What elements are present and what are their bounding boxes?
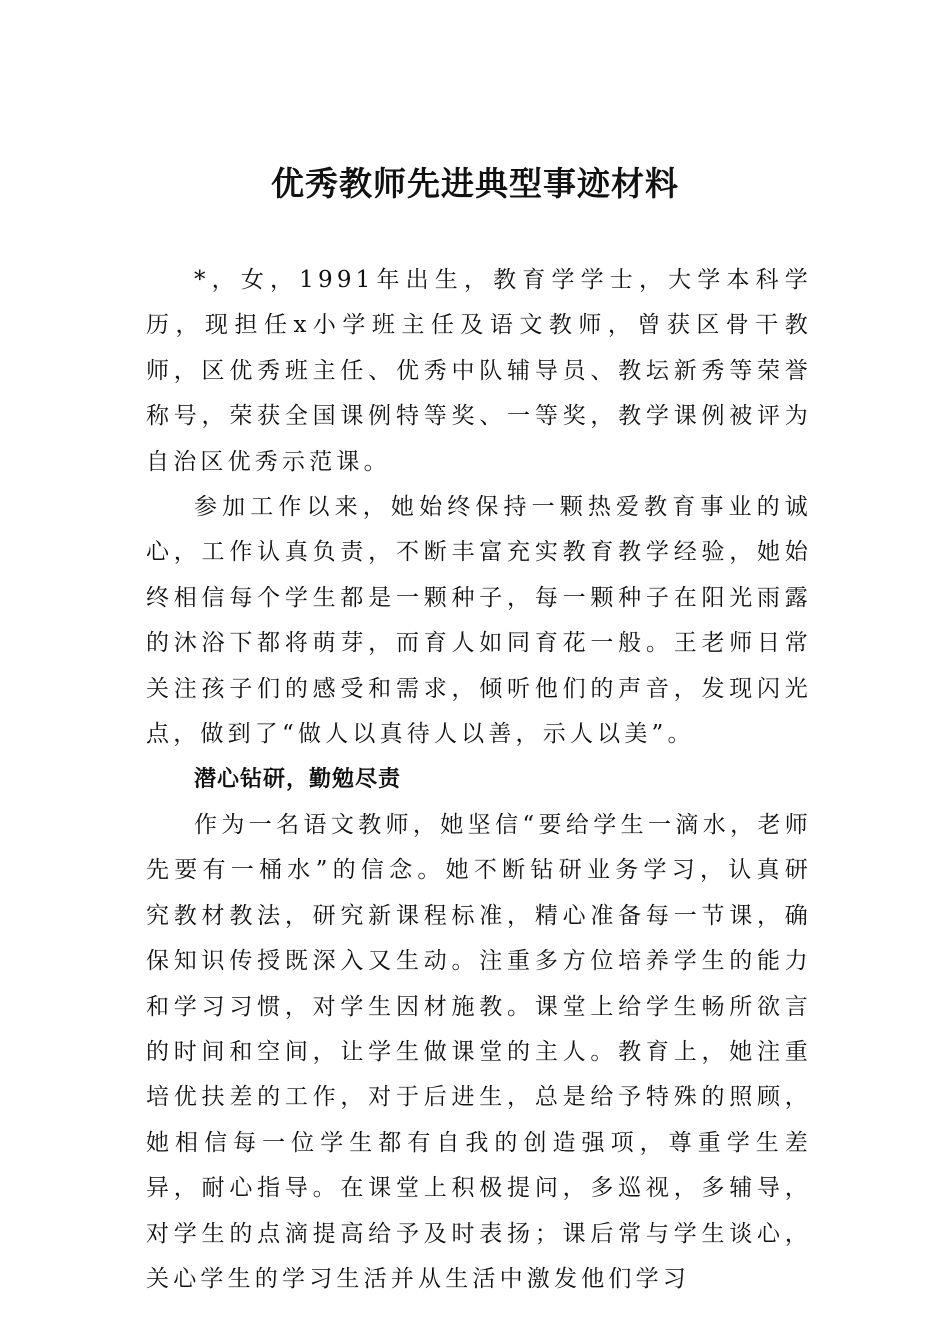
paragraph-section: 作为一名语文教师，她坚信“要给学生一滴水，老师先要有一桶水”的信念。她不断钻研业务学习，认真研究教材教法，研究新课程标准，精心准备每一节课，确保知识传授既深入又生动。注重多方位培养学生的能力和学习习惯，对学生因材施教。课堂上给学生畅所欲言的时间和空间，让学生做课堂的主人。教育上，她注重培优扶差的工作，对于后进生，总是给予特殊的照顾，她相信每一位学生都有自我的创造强项，尊重学生差异，耐心指导。在课堂上积极提问，多巡视，多辅导，对学生的点滴提高给予及时表扬；课后常与学生谈心，关心学生的学习生活并从生活中激发他们学习 — [146, 811, 812, 1292]
paragraph-work: 参加工作以来，她始终保持一颗热爱教育事业的诚心，工作认真负责，不断丰富充实教育教学经验，她始终相信每个学生都是一颗种子，每一颗种子在阳光雨露的沐浴下都将萌芽，而育人如同育花一般。王老师日常关注孩子们的感受和需求，倾听他们的声音，发现闪光点，做到了“做人以真待人以善，示人以美”。 — [146, 494, 812, 748]
document-body — [146, 258, 812, 1302]
section-heading: 潜心钻研，勤勉尽责 — [194, 767, 402, 793]
document-title: 优秀教师先进典型事迹材料 — [271, 164, 679, 203]
paragraph-intro: *，女，1991年出生，教育学学士，大学本科学历，现担任x小学班主任及语文教师，曾获区骨干教师，区优秀班主任、优秀中队辅导员、教坛新秀等荣誉称号，荣获全国课例特等奖、一等奖，教学课例被评为自治区优秀示范课。 — [146, 267, 812, 475]
